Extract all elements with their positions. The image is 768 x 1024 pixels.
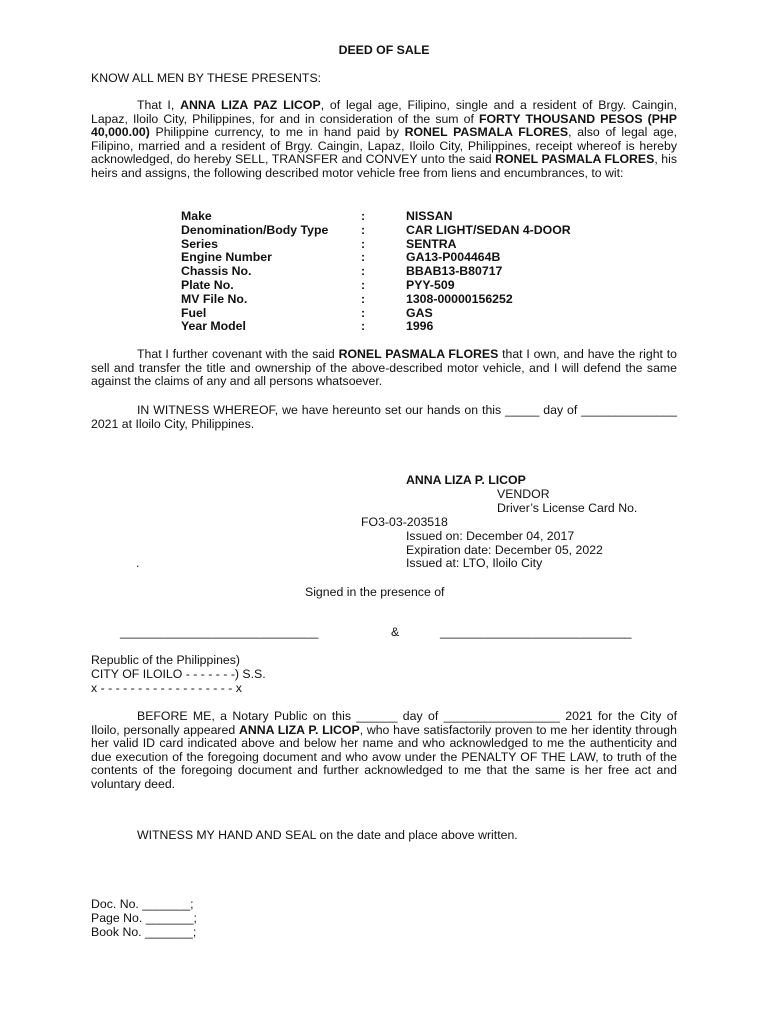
vehicle-row xyxy=(181,265,601,279)
witness-signature-line-2: ____________________________ xyxy=(440,625,632,639)
sale-paragraph xyxy=(91,99,677,181)
vehicle-sep: : xyxy=(361,305,366,320)
vehicle-sep: : xyxy=(361,319,366,334)
venue-city: CITY OF ILOILO - - - - - - -) S.S. xyxy=(91,667,266,681)
vehicle-label: Plate No. xyxy=(181,277,234,292)
vehicle-value: GA13-P004464B xyxy=(406,250,501,265)
vehicle-label: Make xyxy=(181,209,212,223)
vehicle-label: Chassis No. xyxy=(181,264,252,279)
vehicle-label: Year Model xyxy=(181,319,246,334)
p1-text-1: That I, xyxy=(137,98,181,112)
venue-separator: x - - - - - - - - - - - - - - - - - - x xyxy=(91,681,242,695)
vendee-name: RONEL PASMALA FLORES xyxy=(404,125,569,140)
p2-text-1: That I further covenant with the said xyxy=(137,347,339,361)
vehicle-value: GAS xyxy=(406,305,433,320)
venue-republic: Republic of the Philippines) xyxy=(91,653,241,667)
covenant-paragraph xyxy=(91,348,677,389)
vehicle-value: 1996 xyxy=(406,319,434,334)
opening-line: KNOW ALL MEN BY THESE PRESENTS: xyxy=(91,71,322,85)
vehicle-value: CAR LIGHT/SEDAN 4-DOOR xyxy=(406,222,571,237)
vehicle-sep: : xyxy=(361,236,366,251)
vehicle-value: SENTRA xyxy=(406,236,457,251)
vehicle-label: MV File No. xyxy=(181,291,248,306)
page-number: Page No. _______; xyxy=(91,911,197,925)
signatory-id-number: FO3-03-203518 xyxy=(361,515,448,529)
vehicle-sep: : xyxy=(361,250,366,265)
vehicle-row xyxy=(181,251,601,265)
p1-text-4: , also of legal age, Filipino, married and a resident of Brgy. Caingin, Lapaz, Iloilo City, Philippines, receipt whereof is hereby acknowledged, do hereby SELL, TRANSFER and CONVEY unto the said xyxy=(91,125,678,167)
ampersand: & xyxy=(391,625,400,639)
stray-dot: . xyxy=(136,556,140,570)
vehicle-sep: : xyxy=(361,291,366,306)
p2-text-2: that I own, and have the right to sell and transfer the title and ownership of the above-described motor vehicle, and I will defend the same against the claims of any and all persons whatsoever. xyxy=(91,347,678,389)
p1-text-5: , his heirs and assigns, the following described motor vehicle free from liens and encumbrances, to wit: xyxy=(91,152,678,180)
vehicle-value: NISSAN xyxy=(406,209,453,223)
vehicle-row xyxy=(181,307,601,321)
vehicle-row xyxy=(181,293,601,307)
vehicle-sep: : xyxy=(361,222,366,237)
vehicle-row xyxy=(181,210,601,224)
p1-text-3: Philippine currency, to me in hand paid by xyxy=(149,125,405,140)
vehicle-row xyxy=(181,279,601,293)
vehicle-sep: : xyxy=(361,209,366,223)
vehicle-row xyxy=(181,320,601,334)
doc-number: Doc. No. _______; xyxy=(91,897,194,911)
vehicle-label: Denomination/Body Type xyxy=(181,222,329,237)
vehicle-value: 1308-00000156252 xyxy=(406,291,513,306)
witness-hand-seal: WITNESS MY HAND AND SEAL on the date and place above written. xyxy=(137,828,518,842)
witness-label: Signed in the presence of xyxy=(305,585,445,599)
document-title: DEED OF SALE xyxy=(338,43,430,57)
vehicle-value: PYY-509 xyxy=(406,277,455,292)
vehicle-row xyxy=(181,238,601,252)
signatory-issued-at: Issued at: LTO, Iloilo City xyxy=(406,556,543,570)
vehicle-sep: : xyxy=(361,264,366,279)
signatory-id-type: Driver’s License Card No. xyxy=(497,501,638,515)
signatory-name: ANNA LIZA P. LICOP xyxy=(406,473,526,487)
vehicle-label: Engine Number xyxy=(181,250,272,265)
p1-text-2: , of legal age, Filipino, single and a resident of Brgy. Caingin, Lapaz, Iloilo City, Philippines, for and in consideration of the sum of xyxy=(91,98,677,126)
signatory-role: VENDOR xyxy=(497,487,550,501)
vendee-name-repeat: RONEL PASMALA FLORES xyxy=(495,152,655,167)
witness-signature-line-1: _____________________________ xyxy=(120,625,319,639)
vendor-name: ANNA LIZA PAZ LICOP xyxy=(180,98,321,112)
notary-text-1: BEFORE ME, a Notary Public on this ______ day of _________________ 2021 for the City of Iloilo, personally appeared xyxy=(91,709,677,737)
vehicle-sep: : xyxy=(361,277,366,292)
vehicle-label: Fuel xyxy=(181,305,207,320)
notary-acknowledgment-paragraph xyxy=(91,710,677,792)
book-number: Book No. _______; xyxy=(91,925,197,939)
vehicle-label: Series xyxy=(181,236,218,251)
signatory-issued-on: Issued on: December 04, 2017 xyxy=(406,529,575,543)
vehicle-details-table xyxy=(181,210,601,334)
signatory-expiration: Expiration date: December 05, 2022 xyxy=(406,543,603,557)
sale-amount: FORTY THOUSAND PESOS (PHP 40,000.00) xyxy=(91,111,677,140)
vehicle-row xyxy=(181,224,601,238)
vehicle-value: BBAB13-B80717 xyxy=(406,264,503,279)
notary-text-2: , who have satisfactorily proven to me her identity through her valid ID card indicated above and below her name and who acknowledged to me the authenticity and due execution of the foregoing document and who avow under the PENALTY OF THE LAW, to truth of the contents of the foregoing document and further acknowledged to me that the same is her free act and voluntary deed. xyxy=(91,722,677,791)
vendee-name-covenant: RONEL PASMALA FLORES xyxy=(338,347,499,361)
notary-appearing-name: ANNA LIZA P. LICOP xyxy=(238,722,360,737)
witness-whereof-paragraph: IN WITNESS WHEREOF, we have hereunto set our hands on this _____ day of ______________ 2021 at Iloilo City, Philippines. xyxy=(91,403,677,431)
